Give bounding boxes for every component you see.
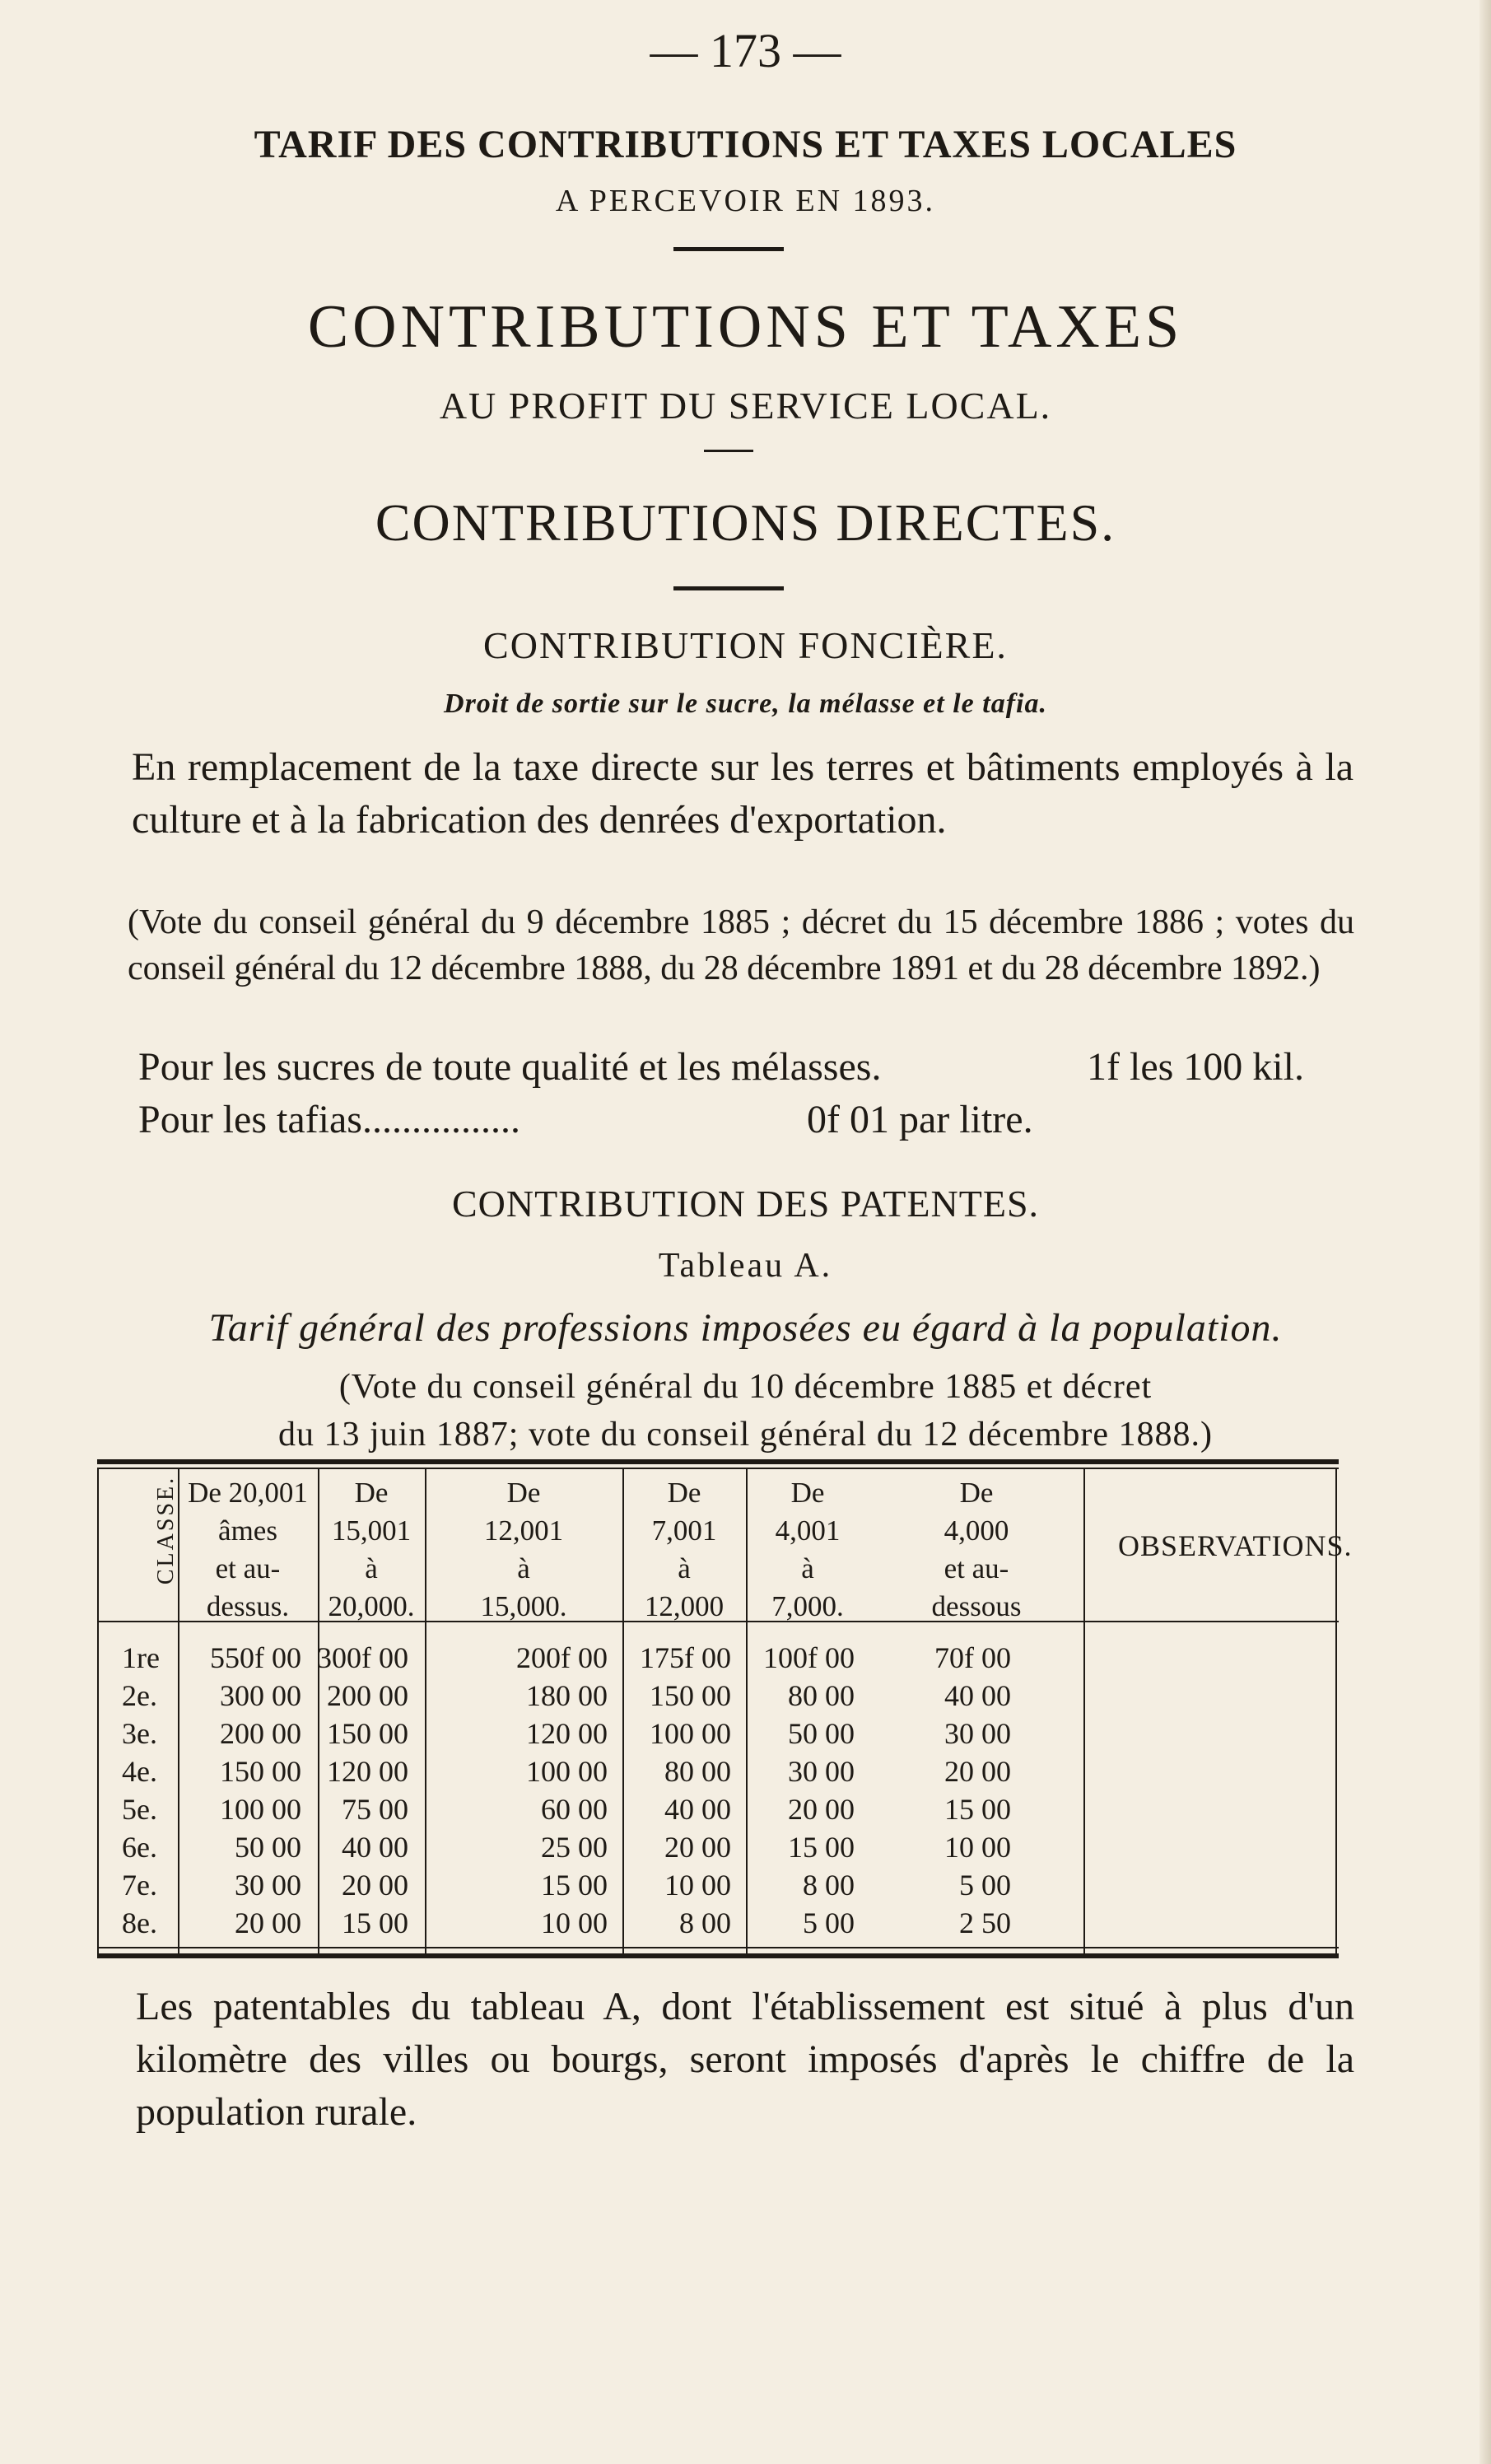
table-cell: 150 00 — [650, 1679, 731, 1712]
table-cell: 40 00 — [342, 1831, 408, 1864]
table-cell: 25 00 — [541, 1831, 608, 1864]
patentes-title: CONTRIBUTION DES PATENTES. — [451, 1183, 1040, 1225]
table-cell: 30 00 — [235, 1869, 301, 1902]
table-cell: 20 00 — [342, 1869, 408, 1902]
table-cell: 60 00 — [541, 1793, 608, 1826]
tafias-value: 0f 01 par litre. — [807, 1098, 1033, 1141]
column-header: De 12,001 à 15,000. — [480, 1477, 567, 1622]
table-cell: 10 00 — [541, 1906, 608, 1939]
fonciere-title: CONTRIBUTION FONCIÈRE. — [483, 624, 1008, 666]
table-cell: 150 00 — [220, 1755, 301, 1788]
final-paragraph: Les patentables du tableau A, dont l'établissement est situé à plus d'un kilomètre des villes ou bourgs, seront imposés d'après le chiffre de la population rurale. — [136, 1985, 1354, 2134]
table-cell: 20 00 — [788, 1793, 855, 1826]
droit-title: Droit de sortie sur le sucre, la mélasse et le tafia. — [444, 688, 1047, 719]
column-border — [1083, 1468, 1085, 1953]
section-subtitle: AU PROFIT DU SERVICE LOCAL. — [439, 385, 1052, 427]
table-cell: 20 00 — [664, 1831, 731, 1864]
table-cell: 100f 00 — [763, 1641, 855, 1674]
column-header: De 15,001 à 20,000. — [328, 1477, 415, 1622]
classe-cell: 7e. — [122, 1869, 157, 1902]
table-cell: 10 00 — [664, 1869, 731, 1902]
column-header: De 4,000 et au- dessous — [931, 1477, 1022, 1622]
table-cell: 50 00 — [788, 1717, 855, 1750]
sucres-value: 1f les 100 kil. — [1087, 1045, 1304, 1089]
table-cell: 200f 00 — [516, 1641, 608, 1674]
patentes-vote-line2: du 13 juin 1887; vote du conseil général du 12 décembre 1888.) — [277, 1416, 1214, 1454]
table-cell: 50 00 — [235, 1831, 301, 1864]
table-cell: 200 00 — [220, 1717, 301, 1750]
table-cell: 10 00 — [944, 1831, 1011, 1864]
table-cell: 5 00 — [959, 1869, 1011, 1902]
table-cell: 150 00 — [327, 1717, 408, 1750]
classe-cell: 6e. — [122, 1831, 157, 1864]
table-top-border — [97, 1459, 1339, 1464]
table-cell: 175f 00 — [640, 1641, 731, 1674]
classe-cell: 2e. — [122, 1679, 157, 1712]
page-edge — [1479, 0, 1491, 2464]
section-title: CONTRIBUTIONS ET TAXES — [307, 293, 1184, 361]
page-number: — 173 — — [650, 24, 841, 77]
table-cell: 550f 00 — [210, 1641, 301, 1674]
table-cell: 70f 00 — [934, 1641, 1011, 1674]
table-cell: 8 00 — [679, 1906, 731, 1939]
tarif-table — [97, 1459, 1353, 1962]
table-cell: 15 00 — [944, 1793, 1011, 1826]
table-cell: 8 00 — [803, 1869, 855, 1902]
table-cell: 2 50 — [959, 1906, 1011, 1939]
table-bottom-border — [97, 1947, 1339, 1948]
tableau-title: Tableau A. — [658, 1247, 833, 1285]
table-cell: 30 00 — [788, 1755, 855, 1788]
patentes-vote-line1: (Vote du conseil général du 10 décembre 1885 et décret — [338, 1368, 1153, 1406]
table-cell: 40 00 — [944, 1679, 1011, 1712]
table-cell: 40 00 — [664, 1793, 731, 1826]
classe-cell: 1re — [122, 1641, 160, 1674]
divider-rule — [673, 247, 784, 251]
tafias-label: Pour les tafias................ — [138, 1098, 520, 1141]
table-cell: 100 00 — [526, 1755, 608, 1788]
table-bottom-border — [97, 1953, 1339, 1958]
table-cell: 300f 00 — [317, 1641, 408, 1674]
table-cell: 15 00 — [342, 1906, 408, 1939]
table-cell: 100 00 — [650, 1717, 731, 1750]
classe-cell: 8e. — [122, 1906, 157, 1939]
divider-rule — [704, 450, 753, 452]
table-cell: 200 00 — [327, 1679, 408, 1712]
classe-header: CLASSE. — [153, 1475, 179, 1585]
table-cell: 15 00 — [541, 1869, 608, 1902]
column-header: De 20,001 âmes et au- dessus. — [188, 1477, 308, 1622]
observations-header: OBSERVATIONS. — [1118, 1529, 1353, 1562]
table-cell: 180 00 — [526, 1679, 608, 1712]
table-cell: 5 00 — [803, 1906, 855, 1939]
table-cell: 300 00 — [220, 1679, 301, 1712]
column-header: De 7,001 à 12,000 — [644, 1477, 725, 1622]
divider-rule — [673, 586, 784, 590]
directes-title: CONTRIBUTIONS DIRECTES. — [375, 493, 1116, 552]
tarif-subtitle: A PERCEVOIR EN 1893. — [555, 184, 936, 218]
table-cell: 75 00 — [342, 1793, 408, 1826]
classe-cell: 5e. — [122, 1793, 157, 1826]
column-header: De 4,001 à 7,000. — [771, 1477, 844, 1622]
fonciere-vote: (Vote du conseil général du 9 décembre 1885 ; décret du 15 décembre 1886 ; votes du conseil général du 12 décembre 1888, du 28 décembre 1891 et du 28 décembre 1892.) — [128, 903, 1354, 987]
table-cell: 80 00 — [664, 1755, 731, 1788]
classe-cell: 4e. — [122, 1755, 157, 1788]
table-cell: 30 00 — [944, 1717, 1011, 1750]
column-border — [97, 1468, 99, 1953]
tarif-title: TARIF DES CONTRIBUTIONS ET TAXES LOCALES — [254, 123, 1237, 166]
table-cell: 80 00 — [788, 1679, 855, 1712]
tarif-general-caption: Tarif général des professions imposées eu égard à la population. — [208, 1306, 1283, 1350]
table-cell: 20 00 — [235, 1906, 301, 1939]
table-cell: 120 00 — [526, 1717, 608, 1750]
table-cell: 120 00 — [327, 1755, 408, 1788]
fonciere-paragraph: En remplacement de la taxe directe sur les terres et bâtiments employés à la culture et à la fabrication des denrées d'exportation. — [132, 745, 1354, 842]
table-cell: 20 00 — [944, 1755, 1011, 1788]
table-top-border — [97, 1468, 1339, 1469]
table-cell: 15 00 — [788, 1831, 855, 1864]
table-cell: 100 00 — [220, 1793, 301, 1826]
sucres-label: Pour les sucres de toute qualité et les mélasses. — [138, 1045, 882, 1089]
classe-cell: 3e. — [122, 1717, 157, 1750]
